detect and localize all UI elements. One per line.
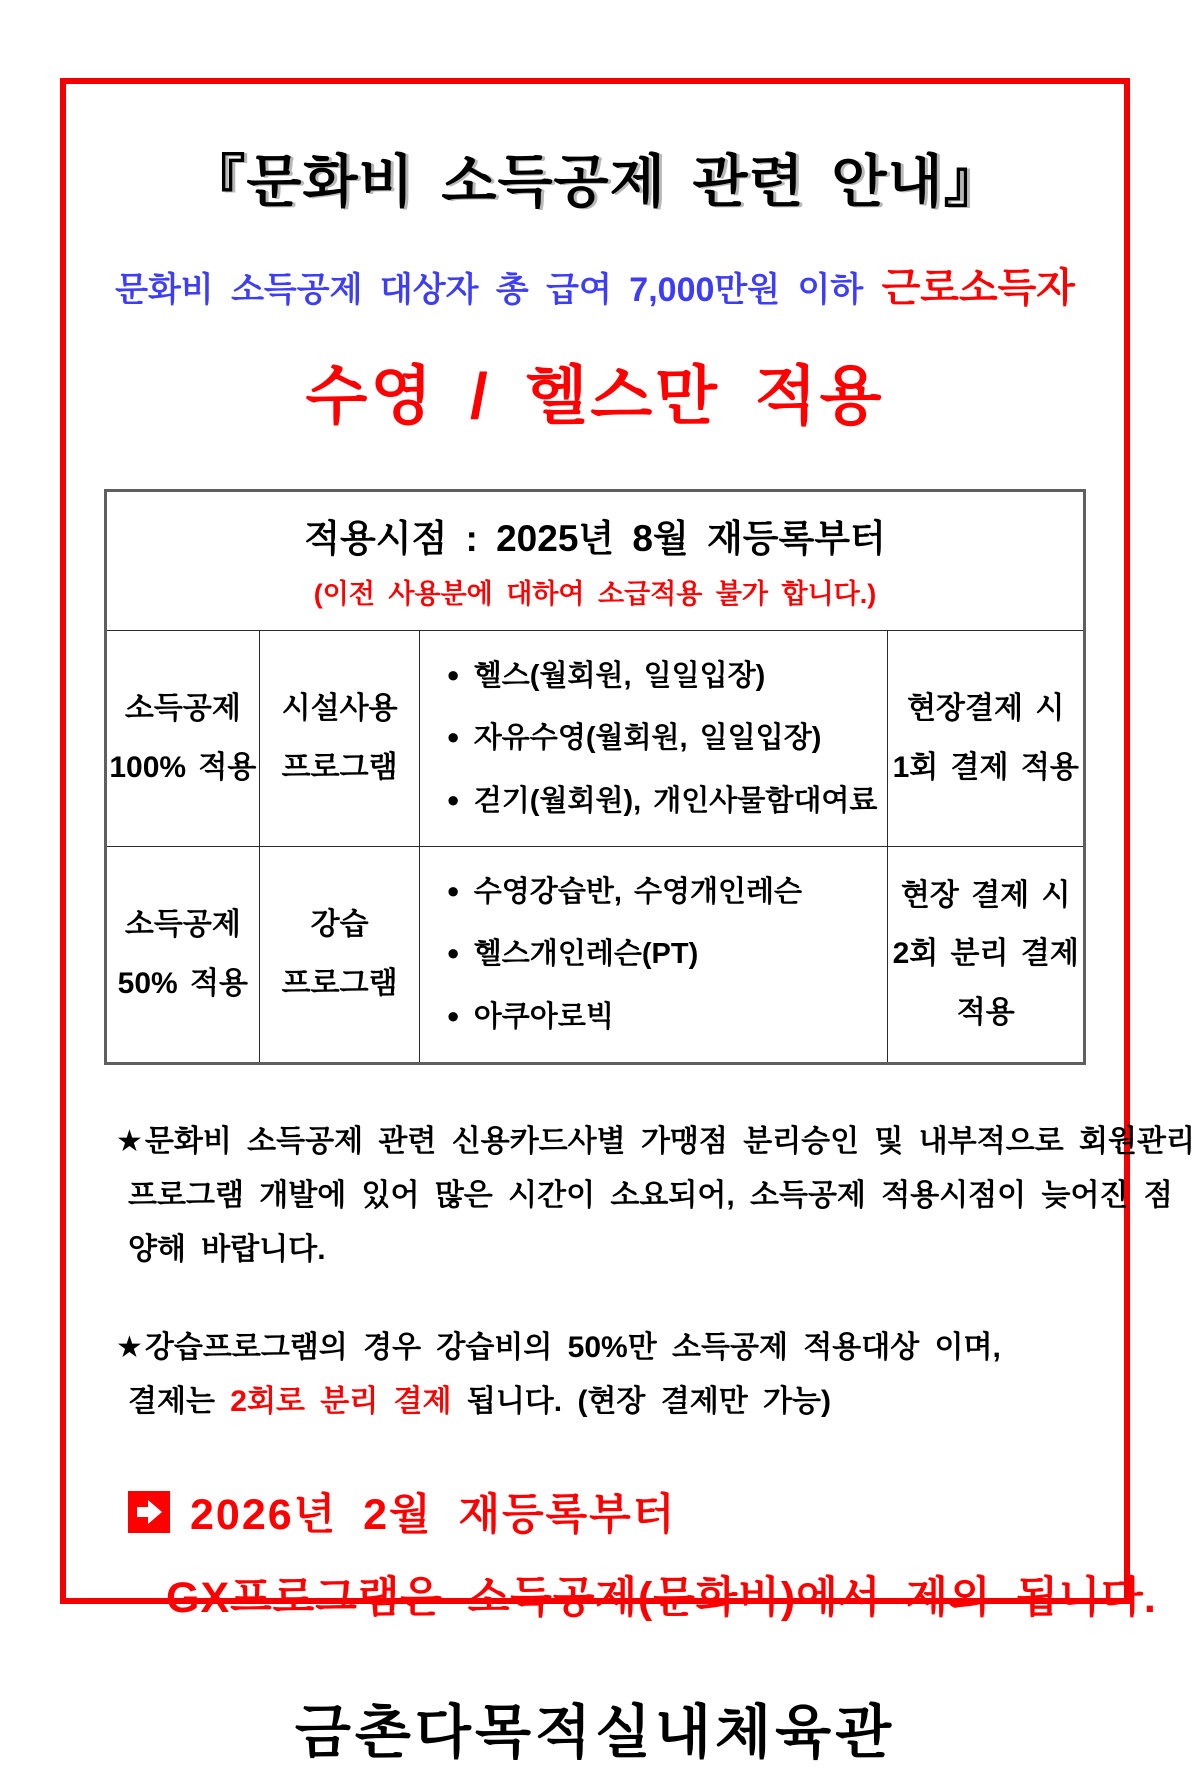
- list-item: ● 수영강습반, 수영개인레슨: [446, 861, 877, 923]
- program-items-cell: [420, 847, 888, 1064]
- payment-line: 2회 분리 결제: [892, 937, 1079, 971]
- program-category-cell: [259, 631, 420, 847]
- application-date-text: 적용시점 : 2025년 8월 재등록부터: [304, 517, 886, 559]
- list-item: ● 자유수영(월회원, 일일입장): [446, 707, 877, 769]
- applicable-programs-headline: 수영 / 헬스만 적용: [305, 360, 885, 432]
- announcement-line: [128, 1481, 1086, 1542]
- table-row: [106, 847, 1085, 1064]
- note-line: 양해 바랍니다.: [128, 1233, 326, 1267]
- table-header-row: [106, 491, 1085, 631]
- eligibility-subtitle: [104, 256, 1086, 313]
- note-lesson-program: [116, 1321, 1086, 1429]
- program-items-cell: [420, 631, 888, 847]
- list-item: ● 걷기(월회원), 개인사물함대여료: [446, 770, 877, 832]
- gx-exclusion-announcement: [104, 1481, 1157, 1625]
- split-payment-highlight: 2회로 분리 결제: [230, 1385, 452, 1419]
- deduction-rate-cell: [106, 631, 260, 847]
- announcement-date-text: 2026년 2월 재등록부터: [190, 1491, 677, 1540]
- eligibility-condition-text: 문화비 소득공제 대상자 총 급여 7,000만원 이하: [115, 271, 864, 309]
- page-content: [66, 136, 1195, 1769]
- arrow-right-icon: [128, 1491, 170, 1533]
- payment-method-cell: [888, 847, 1085, 1064]
- no-retroactive-text: (이전 사용분에 대하여 소급적용 불가 합니다.): [313, 578, 877, 609]
- bullet-icon: ●: [446, 940, 460, 966]
- bullet-icon: ●: [446, 878, 460, 904]
- star-icon: ★: [116, 1125, 143, 1159]
- deduction-rate-cell: [106, 847, 260, 1064]
- star-icon: ★: [116, 1331, 143, 1365]
- bullet-icon: ●: [446, 786, 460, 812]
- eligibility-worker-text: 근로소득자: [881, 266, 1075, 310]
- payment-method-cell: [888, 631, 1085, 847]
- facility-name: 금촌다목적실내체육관: [294, 1700, 896, 1766]
- red-page-border: [60, 78, 1195, 1766]
- bullet-icon: ●: [446, 724, 460, 750]
- deduction-table: [104, 489, 1086, 1065]
- payment-line: 1회 결제 적용: [892, 750, 1079, 784]
- list-item: ● 헬스개인레슨(PT): [446, 923, 877, 985]
- note-line: ★강습프로그램의 경우 강습비의 50%만 소득공제 적용대상 이며,: [116, 1331, 1001, 1365]
- page-title: 『문화비 소득공제 관련 안내』: [188, 150, 1002, 214]
- payment-line: 현장 결제 시: [900, 878, 1071, 912]
- note-delay-apology: [116, 1115, 1195, 1277]
- bullet-icon: ●: [446, 662, 460, 687]
- payment-line: 적용: [956, 995, 1015, 1029]
- bullet-icon: ●: [446, 1002, 460, 1028]
- note-line: ★문화비 소득공제 관련 신용카드사별 가맹점 분리승인 및 내부적으로 회원관리: [116, 1125, 1195, 1159]
- deduction-rate: 100% 적용: [109, 750, 257, 784]
- table-header-cell: [106, 491, 1085, 631]
- category-label: 시설사용: [281, 692, 398, 726]
- program-category-cell: [259, 847, 420, 1064]
- announcement-detail-text: GX프로그램은 소득공제(문화비)에서 제외 됩니다.: [166, 1574, 1157, 1623]
- category-label: 프로그램: [281, 966, 398, 1000]
- list-item: ● 아쿠아로빅: [446, 986, 877, 1048]
- table-row: [106, 631, 1085, 847]
- category-label: 프로그램: [281, 750, 398, 784]
- deduction-label: 소득공제: [124, 908, 241, 942]
- deduction-label: 소득공제: [124, 692, 241, 726]
- category-label: 강습: [310, 908, 369, 942]
- note-line: 프로그램 개발에 있어 많은 시간이 소요되어, 소득공제 적용시점이 늦어진 점: [128, 1179, 1173, 1213]
- list-item: ● 헬스(월회원, 일일입장): [446, 645, 877, 707]
- deduction-rate: 50% 적용: [117, 966, 249, 1000]
- note-line: 결제는 2회로 분리 결제 됩니다. (현장 결제만 가능): [128, 1385, 831, 1419]
- payment-line: 현장결제 시: [907, 692, 1065, 726]
